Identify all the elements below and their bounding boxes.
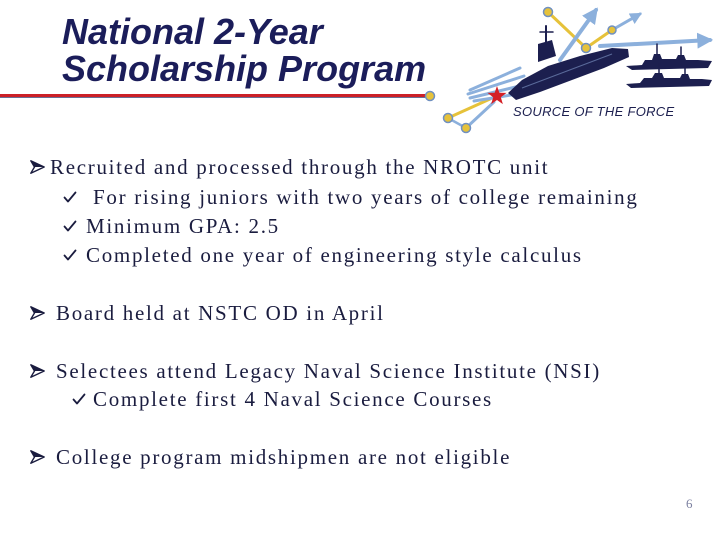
checkmark-icon — [63, 191, 77, 203]
network-node-icon — [462, 124, 471, 133]
logo-tagline: SOURCE OF THE FORCE — [513, 104, 675, 119]
carrier-deck-line — [522, 54, 612, 88]
bullet-text: Selectees attend Legacy Naval Science Institute (NSI) — [56, 359, 601, 383]
arrow-line-short — [612, 14, 640, 30]
carrier-hull — [508, 48, 629, 100]
sub-bullet-text: Completed one year of engineering style calculus — [86, 243, 583, 267]
bullet-text: Recruited and processed through the NROTC unit — [50, 155, 550, 179]
sub-bullet-text: Minimum GPA: 2.5 — [86, 214, 280, 238]
network-node-icon — [608, 26, 616, 34]
checkmark-icon — [63, 249, 77, 261]
checkmark-stroke — [65, 251, 76, 260]
network-line — [466, 102, 494, 128]
arrowhead-bullet-icon — [30, 364, 45, 378]
title-rule-navy — [0, 97, 428, 98]
checkmark-stroke — [65, 193, 76, 202]
page-number: 6 — [686, 496, 693, 511]
network-node-icon — [544, 8, 553, 17]
network-node-icon — [426, 92, 435, 101]
network-line — [448, 99, 490, 118]
checkmark-stroke — [74, 395, 85, 404]
warship-icon — [626, 44, 712, 70]
arrowhead-bullet-icon — [30, 306, 45, 320]
arrowhead-bullet-icon — [30, 450, 45, 464]
aircraft-carrier-icon — [508, 26, 629, 100]
checkmark-icon — [63, 220, 77, 232]
checkmark-stroke — [65, 222, 76, 231]
sub-bullet-text: For rising juniors with two years of college remaining — [93, 185, 639, 209]
checkmark-icon — [72, 393, 86, 405]
arrow-line-right — [600, 40, 710, 46]
arrow-line-up — [560, 10, 596, 60]
warship-hull — [626, 54, 712, 70]
slide-title-line-2: Scholarship Program — [62, 48, 427, 89]
slide-title-line-1: National 2-Year — [62, 11, 323, 52]
bullet-text: Board held at NSTC OD in April — [56, 301, 385, 325]
network-node-icon — [582, 44, 591, 53]
network-node-icon — [444, 114, 453, 123]
arrowhead-bullet-icon — [30, 160, 45, 174]
warship-hull — [626, 73, 712, 88]
bullet-text: College program midshipmen are not eligible — [56, 445, 512, 469]
sub-bullet-text: Complete first 4 Naval Science Courses — [93, 387, 493, 411]
